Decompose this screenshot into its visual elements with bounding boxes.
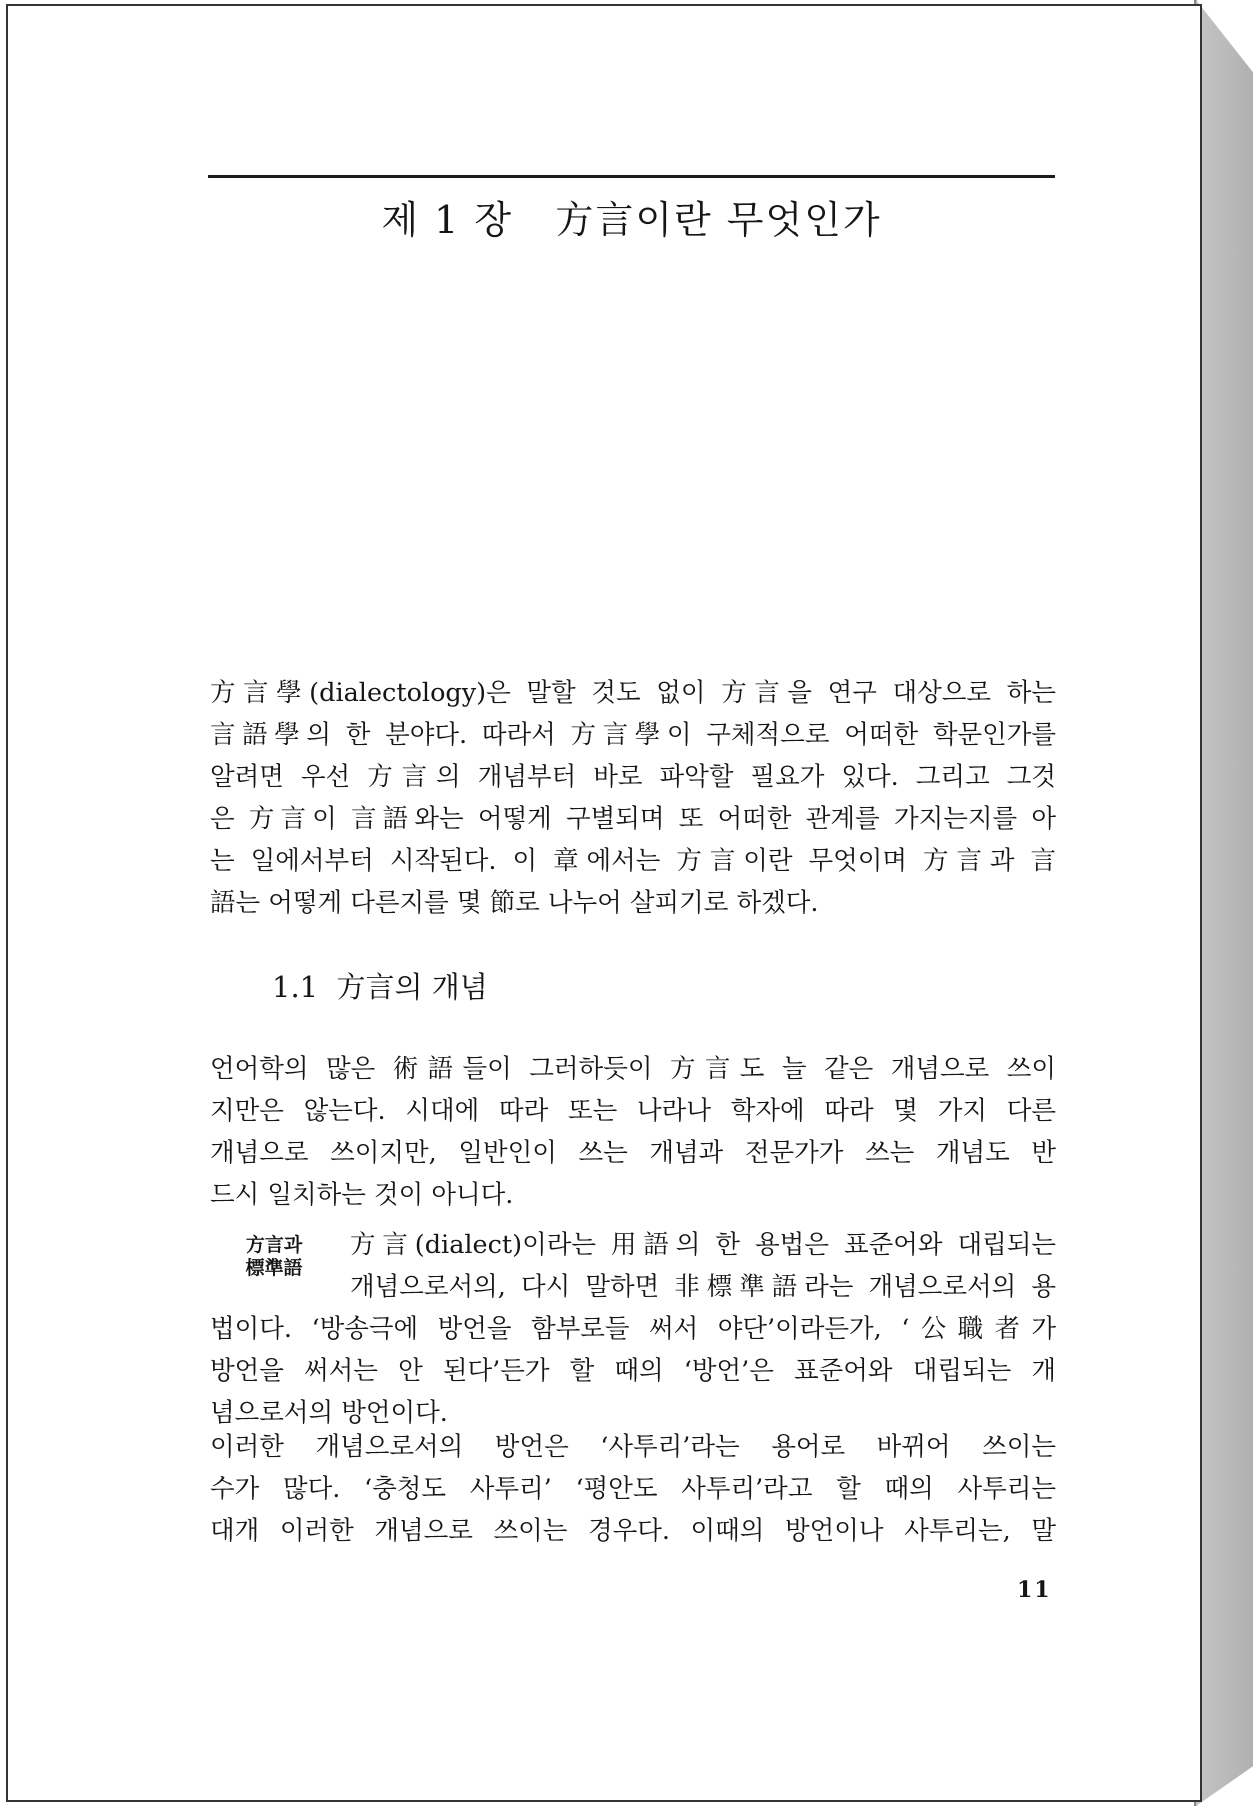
text-line: 方言學(dialectology)은 말할 것도 없이 方言을 연구 대상으로 하는 [210, 678, 1056, 708]
text-line: 수가 많다. ‘충청도 사투리’ ‘평안도 사투리’라고 할 때의 사투리는 [210, 1474, 1056, 1504]
text-line: 方言(dialect)이라는 用語의 한 용법은 표준어와 대립되는 [350, 1230, 1056, 1260]
text-line: 개념으로 쓰이지만, 일반인이 쓰는 개념과 전문가가 쓰는 개념도 반 [210, 1138, 1056, 1168]
definition-paragraph [210, 1224, 1056, 1434]
text-line: 이러한 개념으로서의 방언은 ‘사투리’라는 용어로 바뀌어 쓰이는 [210, 1432, 1056, 1462]
concept-paragraph [210, 1048, 1056, 1216]
text-line: 드시 일치하는 것이 아니다. [210, 1180, 514, 1210]
text-line: 언어학의 많은 術語들이 그러하듯이 方言도 늘 같은 개념으로 쓰이 [210, 1054, 1056, 1084]
text-line: 알려면 우선 方言의 개념부터 바로 파악할 필요가 있다. 그리고 그것 [210, 762, 1056, 792]
text-line: 개념으로서의, 다시 말하면 非標準語라는 개념으로서의 용 [350, 1272, 1056, 1302]
text-line: 은 方言이 言語와는 어떻게 구별되며 또 어떠한 관계를 가지는지를 아 [210, 804, 1056, 834]
chapter-title: 제 1 장 方言이란 무엇인가 [381, 198, 882, 242]
page-number: 11 [1017, 1577, 1052, 1603]
intro-paragraph [210, 672, 1056, 924]
section-heading: 1.1 方言의 개념 [272, 970, 488, 1004]
text-line: 대개 이러한 개념으로 쓰이는 경우다. 이때의 방언이나 사투리는, 말 [210, 1516, 1056, 1546]
book-spine [1196, 0, 1253, 1806]
margin-label-line: 標準語 [245, 1257, 303, 1279]
text-line: 語는 어떻게 다른지를 몇 節로 나누어 살피기로 하겠다. [210, 888, 819, 918]
text-line: 방언을 써서는 안 된다’든가 할 때의 ‘방언’은 표준어와 대립되는 개 [210, 1356, 1056, 1386]
text-line: 념으로서의 방언이다. [210, 1398, 448, 1428]
text-line: 법이다. ‘방송극에 방언을 함부로들 써서 야단’이라든가, ‘公職者가 [210, 1314, 1056, 1344]
chapter-rule [208, 175, 1055, 178]
satu-paragraph [210, 1426, 1056, 1552]
margin-label-line: 方言과 [245, 1234, 303, 1256]
text-line: 言語學의 한 분야다. 따라서 方言學이 구체적으로 어떠한 학문인가를 [210, 720, 1056, 750]
text-line: 는 일에서부터 시작된다. 이 章에서는 方言이란 무엇이며 方言과 言 [210, 846, 1056, 876]
text-line: 지만은 않는다. 시대에 따라 또는 나라나 학자에 따라 몇 가지 다른 [210, 1096, 1056, 1126]
